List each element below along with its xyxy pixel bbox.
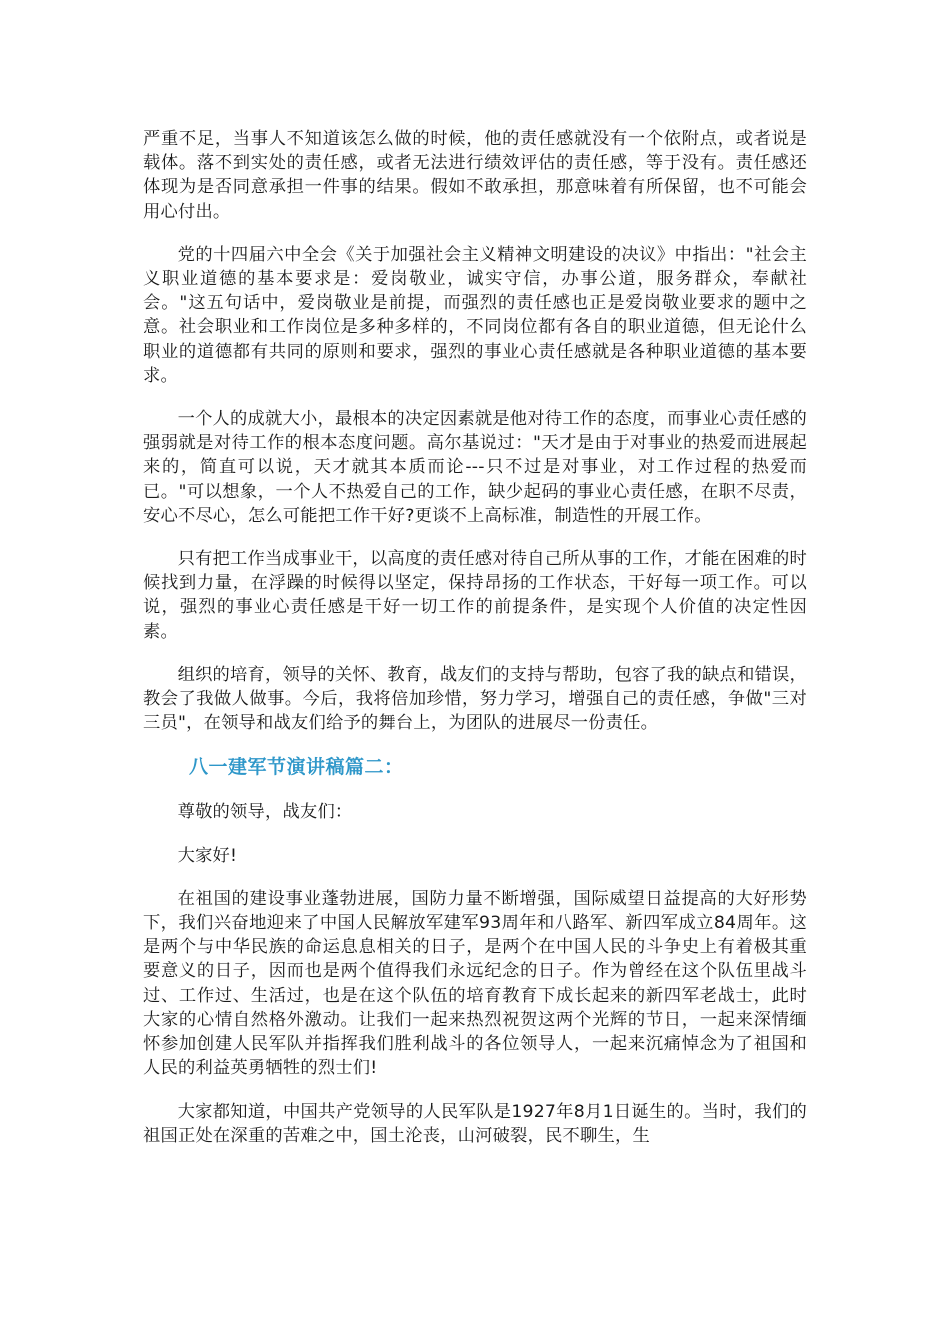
paragraph-resolution-quote: 党的十四届六中全会《关于加强社会主义精神文明建设的决议》中指出："社会主义职业道德的基本要求是：爱岗敬业，诚实守信，办事公道，服务群众，奉献社会。"这五句话中，爱岗敬业是前提，而强烈的责任感也正是爱岗敬业要求的题中之意。社会职业和工作岗位是多种多样的，不同岗位都有各自的职业道德，但无论什么职业的道德都有共同的原则和要求，强烈的事业心责任感就是各种职业道德的基本要求。 [143, 244, 807, 386]
paragraph-career: 只有把工作当成事业干，以高度的责任感对待自己所从事的工作，才能在困难的时候找到力量，在浮躁的时候得以坚定，保持昂扬的工作状态，干好每一项工作。可以说，强烈的事业心责任感是干好一切工作的前提条件，是实现个人价值的决定性因素。 [143, 549, 807, 642]
paragraph-greeting: 大家好! [177, 845, 238, 866]
paragraph-continued: 严重不足，当事人不知道该怎么做的时候，他的责任感就没有一个依附点，或者说是载体。落不到实处的责任感，或者无法进行绩效评估的责任感，等于没有。责任感还体现为是否同意承担一件事的结果。假如不敢承担，那意味着有所保留，也不可能会用心付出。 [143, 129, 807, 222]
paragraph-gratitude: 组织的培育，领导的关怀、教育，战友们的支持与帮助，包容了我的缺点和错误，教会了我做人做事。今后，我将倍加珍惜，努力学习，增强自己的责任感，争做"三对三员"，在领导和战友们给予的舞台上，为团队的进展尽一份责任。 [143, 664, 807, 734]
document-body [143, 127, 807, 1167]
paragraph-achievement: 一个人的成就大小，最根本的决定因素就是他对待工作的态度，而事业心责任感的强弱就是对待工作的根本态度问题。高尔基说过："天才是由于对事业的热爱而进展起来的，简直可以说，天才就其本质而论---只不过是对事业，对工作过程的热爱而已。"可以想象，一个人不热爱自己的工作，缺少起码的事业心责任感，在职不尽责，安心不尽心，怎么可能把工作干好?更谈不上高标准，制造性的开展工作。 [143, 409, 807, 526]
section-heading: 八一建军节演讲稿篇二： [189, 756, 404, 779]
paragraph-history: 大家都知道，中国共产党领导的人民军队是1927年8月1日诞生的。当时，我们的祖国正处在深重的苦难之中，国土沦丧，山河破裂，民不聊生，生 [143, 1101, 807, 1146]
paragraph-anniversary: 在祖国的建设事业蓬勃进展，国防力量不断增强，国际威望日益提高的大好形势下，我们兴奋地迎来了中国人民解放军建军93周年和八路军、新四军成立84周年。这是两个与中华民族的命运息息相关的日子，是两个在中国人民的斗争史上有着极其重要意义的日子，因而也是两个值得我们永远纪念的日子。作为曾经在这个队伍里战斗过、工作过、生活过，也是在这个队伍的培育教育下成长起来的新四军老战士，此时大家的心情自然格外激动。让我们一起来热烈祝贺这两个光辉的节日，一起来深情缅怀参加创建人民军队并指挥我们胜利战斗的各位领导人，一起来沉痛悼念为了祖国和人民的利益英勇牺牲的烈士们! [143, 888, 807, 1079]
paragraph-salutation: 尊敬的领导，战友们： [177, 802, 353, 823]
